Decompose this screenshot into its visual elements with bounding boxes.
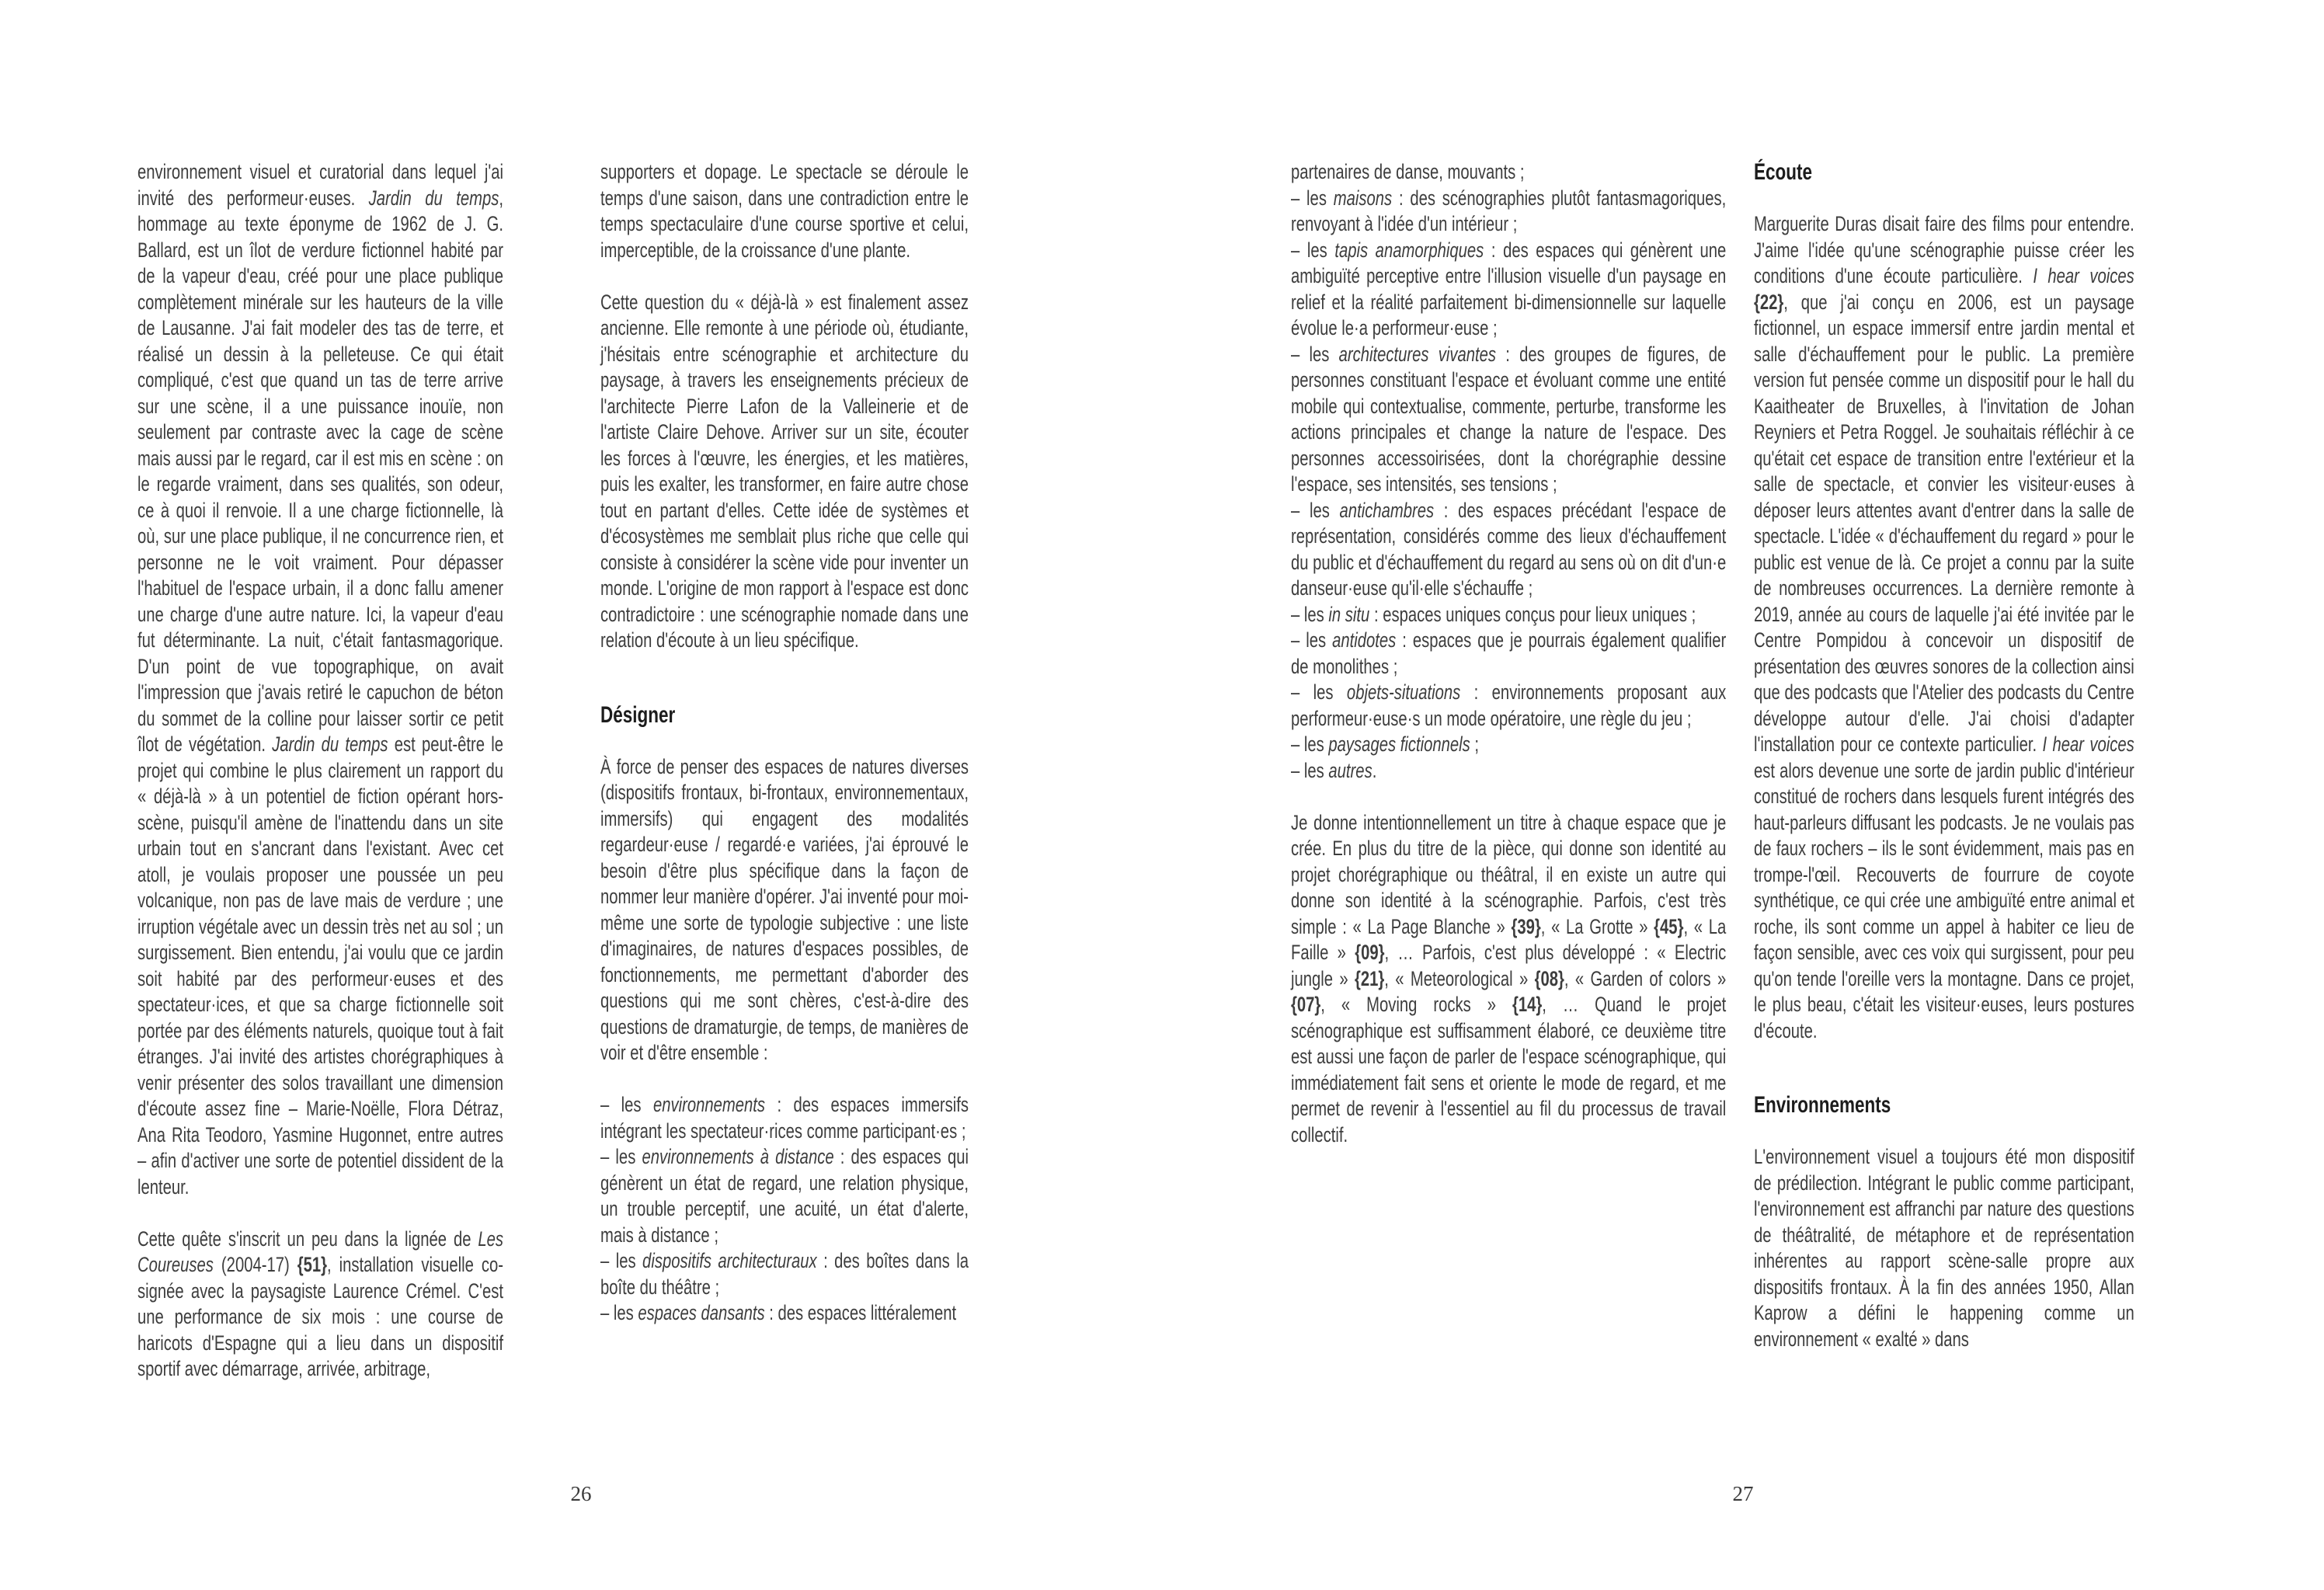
typology-list-item [1291,758,1726,785]
text-run: À force de penser des espaces de natures diverses (dispositifs frontaux, bi-frontaux, environnementaux, immersifs) qui engagent des modalités regardeur·euse / regardé·e variées, j'ai éprouvé le besoin d'être plus spécifique dans la façon de nommer leur manière d'opérer. J'ai inventé pour moi-même une sorte de typologie subjective : une liste d'imaginaires, de natures d'espaces possibles, de fonctionnements, me permettant d'aborder des questions qui me sont chères, c'est-à-dire des questions de dramaturgie, de temps, de manières de voir et d'être ensemble : [600,754,969,1064]
text-run: , « La Faille » [1291,914,1727,964]
typology-list-item [600,1092,969,1144]
typology-list-item [1291,342,1726,498]
italic-term: objets-situations [1346,680,1461,704]
text-run: – les [1291,186,1334,210]
text-run: supporters et dopage. Le spectacle se déroule le temps d'une saison, dans une contradiction entre le temps spectaculaire d'une course sportive et celui, imperceptible, de la croissance d'une plante. [600,160,969,262]
figure-reference: {09} [1355,941,1385,964]
italic-term: antichambres [1339,498,1435,522]
italic-term: antidotes [1332,628,1397,652]
italic-term: autres [1328,758,1372,782]
page-number-right: 27 [1732,1482,1754,1505]
text-run: – les [1291,498,1340,522]
typology-list-item [1291,680,1726,732]
italic-term: Jardin du temps [272,732,388,756]
typology-list-item [1291,159,1726,186]
italic-term: Les Coureuses [137,1226,503,1276]
text-run: Marguerite Duras disait faire des films pour entendre. J'aime l'idée qu'une scénographie puisse créer les conditions d'une écoute particulière. [1754,212,2134,287]
paragraph [600,159,969,263]
text-run: (2004-17) [213,1253,297,1276]
paragraph [137,1226,503,1383]
page-number-left: 26 [570,1482,592,1505]
figure-reference: {51} [297,1253,328,1276]
figure-reference: {45} [1654,914,1684,938]
text-run: , … Parfois, c'est plus développé : « Electric jungle » [1291,941,1727,990]
text-run: – les [600,1249,643,1272]
paragraph [137,159,503,1200]
text-run: Écoute [1754,159,1813,185]
text-run: Je donne intentionnellement un titre à chaque espace que je crée. En plus du titre de la pièce, qui donne son identité au projet chorégraphique ou théâtral, il en existe un autre qui donne son identité à la scénographie. Parfois, c'est très simple : « La Page Blanche » [1291,810,1727,938]
figure-reference: {07} [1291,993,1321,1016]
text-run: ; [1470,732,1480,756]
text-run: – les [600,1301,638,1324]
text-run: – les [1291,238,1335,262]
paragraph [1754,211,2134,1044]
text-run: partenaires de danse, mouvants ; [1291,160,1525,183]
italic-term: environnements [652,1093,766,1116]
text-run: est peut-être le projet qui combine le plus clairement un rapport du « déjà-là » à un potentiel de fiction opérant hors-scène, puisqu'il amène de l'inattendu dans un site urbain tout en s'ancrant dans l'existant. Avec cet atoll, je voulais proposer une poussée un peu volcanique, non pas de lave mais de verdure ; une irruption végétale avec un dessin très net au sol ; un surgissement. Bien entendu, j'ai voulu que ce jardin soit habité par des performeur·euses et des spectateur·ices, et que sa charge fictionnelle soit portée par des éléments naturels, quoique tout à fait étranges. J'ai invité des artistes chorégraphiques à venir présenter des solos travaillant une dimension d'écoute assez fine – Marie-Noëlle, Flora Détraz, Ana Rita Teodoro, Yasmine Hugonnet, entre autres – afin d'activer une sorte de potentiel dissident de la lenteur. [137,732,503,1199]
paragraph [1291,810,1726,1149]
italic-term: I hear voices [2033,264,2134,287]
text-run: Cette quête s'inscrit un peu dans la lignée de [137,1226,478,1251]
italic-term: dispositifs architecturaux [642,1249,817,1272]
text-run: : des groupes de figures, de personnes constituant l'espace et évoluant comme une entité mobile qui contextualise, commente, perturbe, transforme les actions principales et change la nature de l'espace. Des personnes accessoirisées, dont la chorégraphie dessine l'espace, ses intensités, ses tensions ; [1291,342,1727,496]
text-run: : des espaces qui génèrent un état de regard, une relation physique, un trouble perceptif, une acuité, un état d'alerte, mais à distance ; [600,1145,969,1247]
typology-list-item [1291,238,1726,342]
typology-list-item [600,1248,969,1300]
text-run: : des espaces précédant l'espace de représentation, considérés comme des lieux d'échauffement du public et d'échauffement du regard au sens où on dit d'un·e danseur·euse qu'il·elle s'échauffe ; [1291,498,1727,600]
paragraph [1754,1144,2134,1352]
figure-reference: {39} [1511,914,1541,938]
italic-term: environnements à distance [642,1145,834,1168]
figure-reference: {14} [1512,993,1543,1016]
italic-term: maisons [1333,186,1393,210]
text-run: : environnements proposant aux performeur·euse·s un mode opératoire, une règle du jeu ; [1291,680,1727,730]
section-heading [1754,159,2134,186]
text-run: : des espaces immersifs intégrant les spectateur·rices comme participant·es ; [600,1093,969,1143]
text-run: , « Moving rocks » [1320,993,1512,1016]
italic-term: espaces dansants [638,1301,765,1324]
text-run: : des boîtes dans la boîte du théâtre ; [600,1249,969,1299]
italic-term: in situ [1328,602,1370,626]
text-run: Environnements [1754,1092,1891,1118]
figure-reference: {22} [1754,290,1784,314]
figure-reference: {08} [1534,966,1564,990]
section-heading [1754,1092,2134,1119]
italic-term: I hear voices [2042,732,2134,756]
text-column-4 [1754,159,2134,1379]
text-run: , que j'ai conçu en 2006, est un paysage fictionnel, un espace immersif entre jardin mental et salle d'échauffement pour le public. La première version fut pensée comme un dispositif pour le hall du Kaaitheater de Bruxelles, à l'invitation de Johan Reyniers et Petra Roggel. Je souhaitais réfléchir à ce qu'était cet espace de transition entre l'extérieur et la salle de spectacle, et convier les visiteur·euses à déposer leurs attentes avant d'entrer dans la salle de spectacle. L'idée « d'échauffement du regard » pour le public est venue de là. Ce projet a connu par la suite de nombreuses occurrences. La dernière remonte à 2019, année au cours de laquelle j'ai été invitée par le Centre Pompidou à concevoir un dispositif de présentation des œuvres sonores de la collection ainsi que des podcasts que l'Atelier des podcasts du Centre développe autour d'elle. J'ai choisi d'adapter l'installation pour ce contexte particulier. [1754,290,2134,756]
text-run: environnement visuel et curatorial dans lequel j'ai invité des performeur·euses. [137,160,503,210]
typology-list-item [1291,498,1726,602]
text-run: : des espaces littéralement [764,1301,957,1324]
text-run: , « Garden of colors » [1564,966,1727,990]
typology-list-item [1291,186,1726,238]
text-run: , installation visuelle co-signée avec la paysagiste Laurence Crémel. C'est une performance de six mois : une course de haricots d'Espagne qui a lieu dans un dispositif sportif avec démarrage, arrivée, arbitrage, [137,1253,504,1380]
text-column-1 [137,159,503,1408]
text-run: , hommage au texte éponyme de 1962 de J. G. Ballard, est un îlot de verdure fictionnel habité par de la vapeur d'eau, créé pour une place publique complètement minérale sur les hauteurs de la ville de Lausanne. J'ai fait modeler des tas de terre, et réalisé un dessin à la pelleteuse. Ce qui était compliqué, c'est que quand un tas de terre arrive sur une scène, il a une puissance inouïe, non seulement par contraste avec la cage de scène mais aussi par le regard, car il est mis en scène : on le regarde vraiment, dans ses qualités, son odeur, ce à quoi il renvoie. Il a une charge fictionnelle, là où, sur une place publique, il ne concurrence rien, et personne ne le voit vraiment. Pour dépasser l'habituel de l'espace urbain, il a donc fallu amener une charge d'une autre nature. Ici, la vapeur d'eau fut déterminante. La nuit, c'était fantasmagorique. D'un point de vue topographique, on avait l'impression que j'avais retiré le capuchon de béton du sommet de la colline pour laisser sortir ce petit îlot de végétation. [137,186,503,756]
text-run: – les [1291,732,1329,756]
text-column-2 [600,159,969,1327]
text-run: : espaces que je pourrais également qualifier de monolithes ; [1291,628,1727,678]
typology-list-item [1291,602,1726,628]
text-run: – les [1291,628,1333,652]
section-heading [600,702,969,729]
text-run: : espaces uniques conçus pour lieux uniques ; [1369,602,1696,626]
typology-list-item [600,1144,969,1248]
typology-list-item [600,1300,969,1327]
text-run: est alors devenue une sorte de jardin public d'intérieur constitué de rochers dans lesquels furent intégrés des haut-parleurs diffusant les podcasts. Je ne voulais pas de faux rochers – ils le sont évidemment, mais pas en trompe-l'œil. Recouverts de fourrure de coyote synthétique, ce qui crée une ambiguïté entre animal et roche, ils sont comme un appel à habiter ce lieu de façon sensible, avec ces voix qui surgissent, pour peu qu'on tende l'oreille vers la montagne. Dans ce projet, le plus beau, c'était les visiteur·euses, leurs postures d'écoute. [1754,758,2134,1042]
italic-term: tapis anamorphiques [1334,238,1484,262]
text-run: – les [1291,758,1329,782]
text-run: – les [1291,680,1347,704]
paragraph [600,754,969,1066]
italic-term: Jardin du temps [368,186,499,210]
text-run: Désigner [600,701,676,728]
text-run: , « La Grotte » [1540,914,1654,938]
italic-term: architectures vivantes [1338,342,1497,366]
text-run: : des scénographies plutôt fantasmagoriques, renvoyant à l'idée d'un intérieur ; [1291,186,1727,235]
paragraph [600,290,969,654]
text-run: – les [1291,342,1339,366]
text-run: , … Quand le projet scénographique est suffisamment élaboré, ce deuxième titre est aussi une façon de parler de l'espace scénographique, qui immédiatement fait sens et oriente le mode de regard, et me permet de revenir à l'essentiel au fil du processus de travail collectif. [1291,993,1727,1146]
text-run: – les [600,1093,653,1116]
text-run: . [1372,758,1377,782]
typology-list-item [1291,732,1726,758]
text-run: : des espaces qui génèrent une ambiguïté perceptive entre l'illusion visuelle d'un paysage en relief et la réalité parfaitement bi-dimensionnelle sur laquelle évolue le·a performeur·euse ; [1291,238,1727,339]
text-run: L'environnement visuel a toujours été mon dispositif de prédilection. Intégrant le public comme participant, l'environnement est affranchi par nature des questions de théâtralité, de métaphore et de représentation inhérentes au rapport scène-salle propre aux dispositifs frontaux. À la fin des années 1950, Allan Kaprow a défini le happening comme un environnement « exalté » dans [1754,1145,2134,1351]
text-run: Cette question du « déjà-là » est finalement assez ancienne. Elle remonte à une période où, étudiante, j'hésitais entre scénographie et architecture du paysage, à travers les enseignements précieux de l'architecte Pierre Lafon de la Valleinerie et de l'artiste Claire Dehove. Arriver sur un site, écouter les forces à l'œuvre, les énergies, et les matières, puis les exalter, les transformer, en faire autre chose tout en partant d'elles. Cette idée de systèmes et d'écosystèmes me semblait plus riche que celle qui consiste à considérer la scène vide pour inventer un monde. L'origine de mon rapport à l'espace est donc contradictoire : une scénographie nomade dans une relation d'écoute à un lieu spécifique. [600,290,969,652]
text-run: , « Meteorological » [1384,966,1535,990]
text-column-3 [1291,159,1726,1174]
italic-term: paysages fictionnels [1328,732,1470,756]
figure-reference: {21} [1355,966,1385,990]
typology-list-item [1291,628,1726,680]
text-run: – les [600,1145,642,1168]
text-run: – les [1291,602,1329,626]
